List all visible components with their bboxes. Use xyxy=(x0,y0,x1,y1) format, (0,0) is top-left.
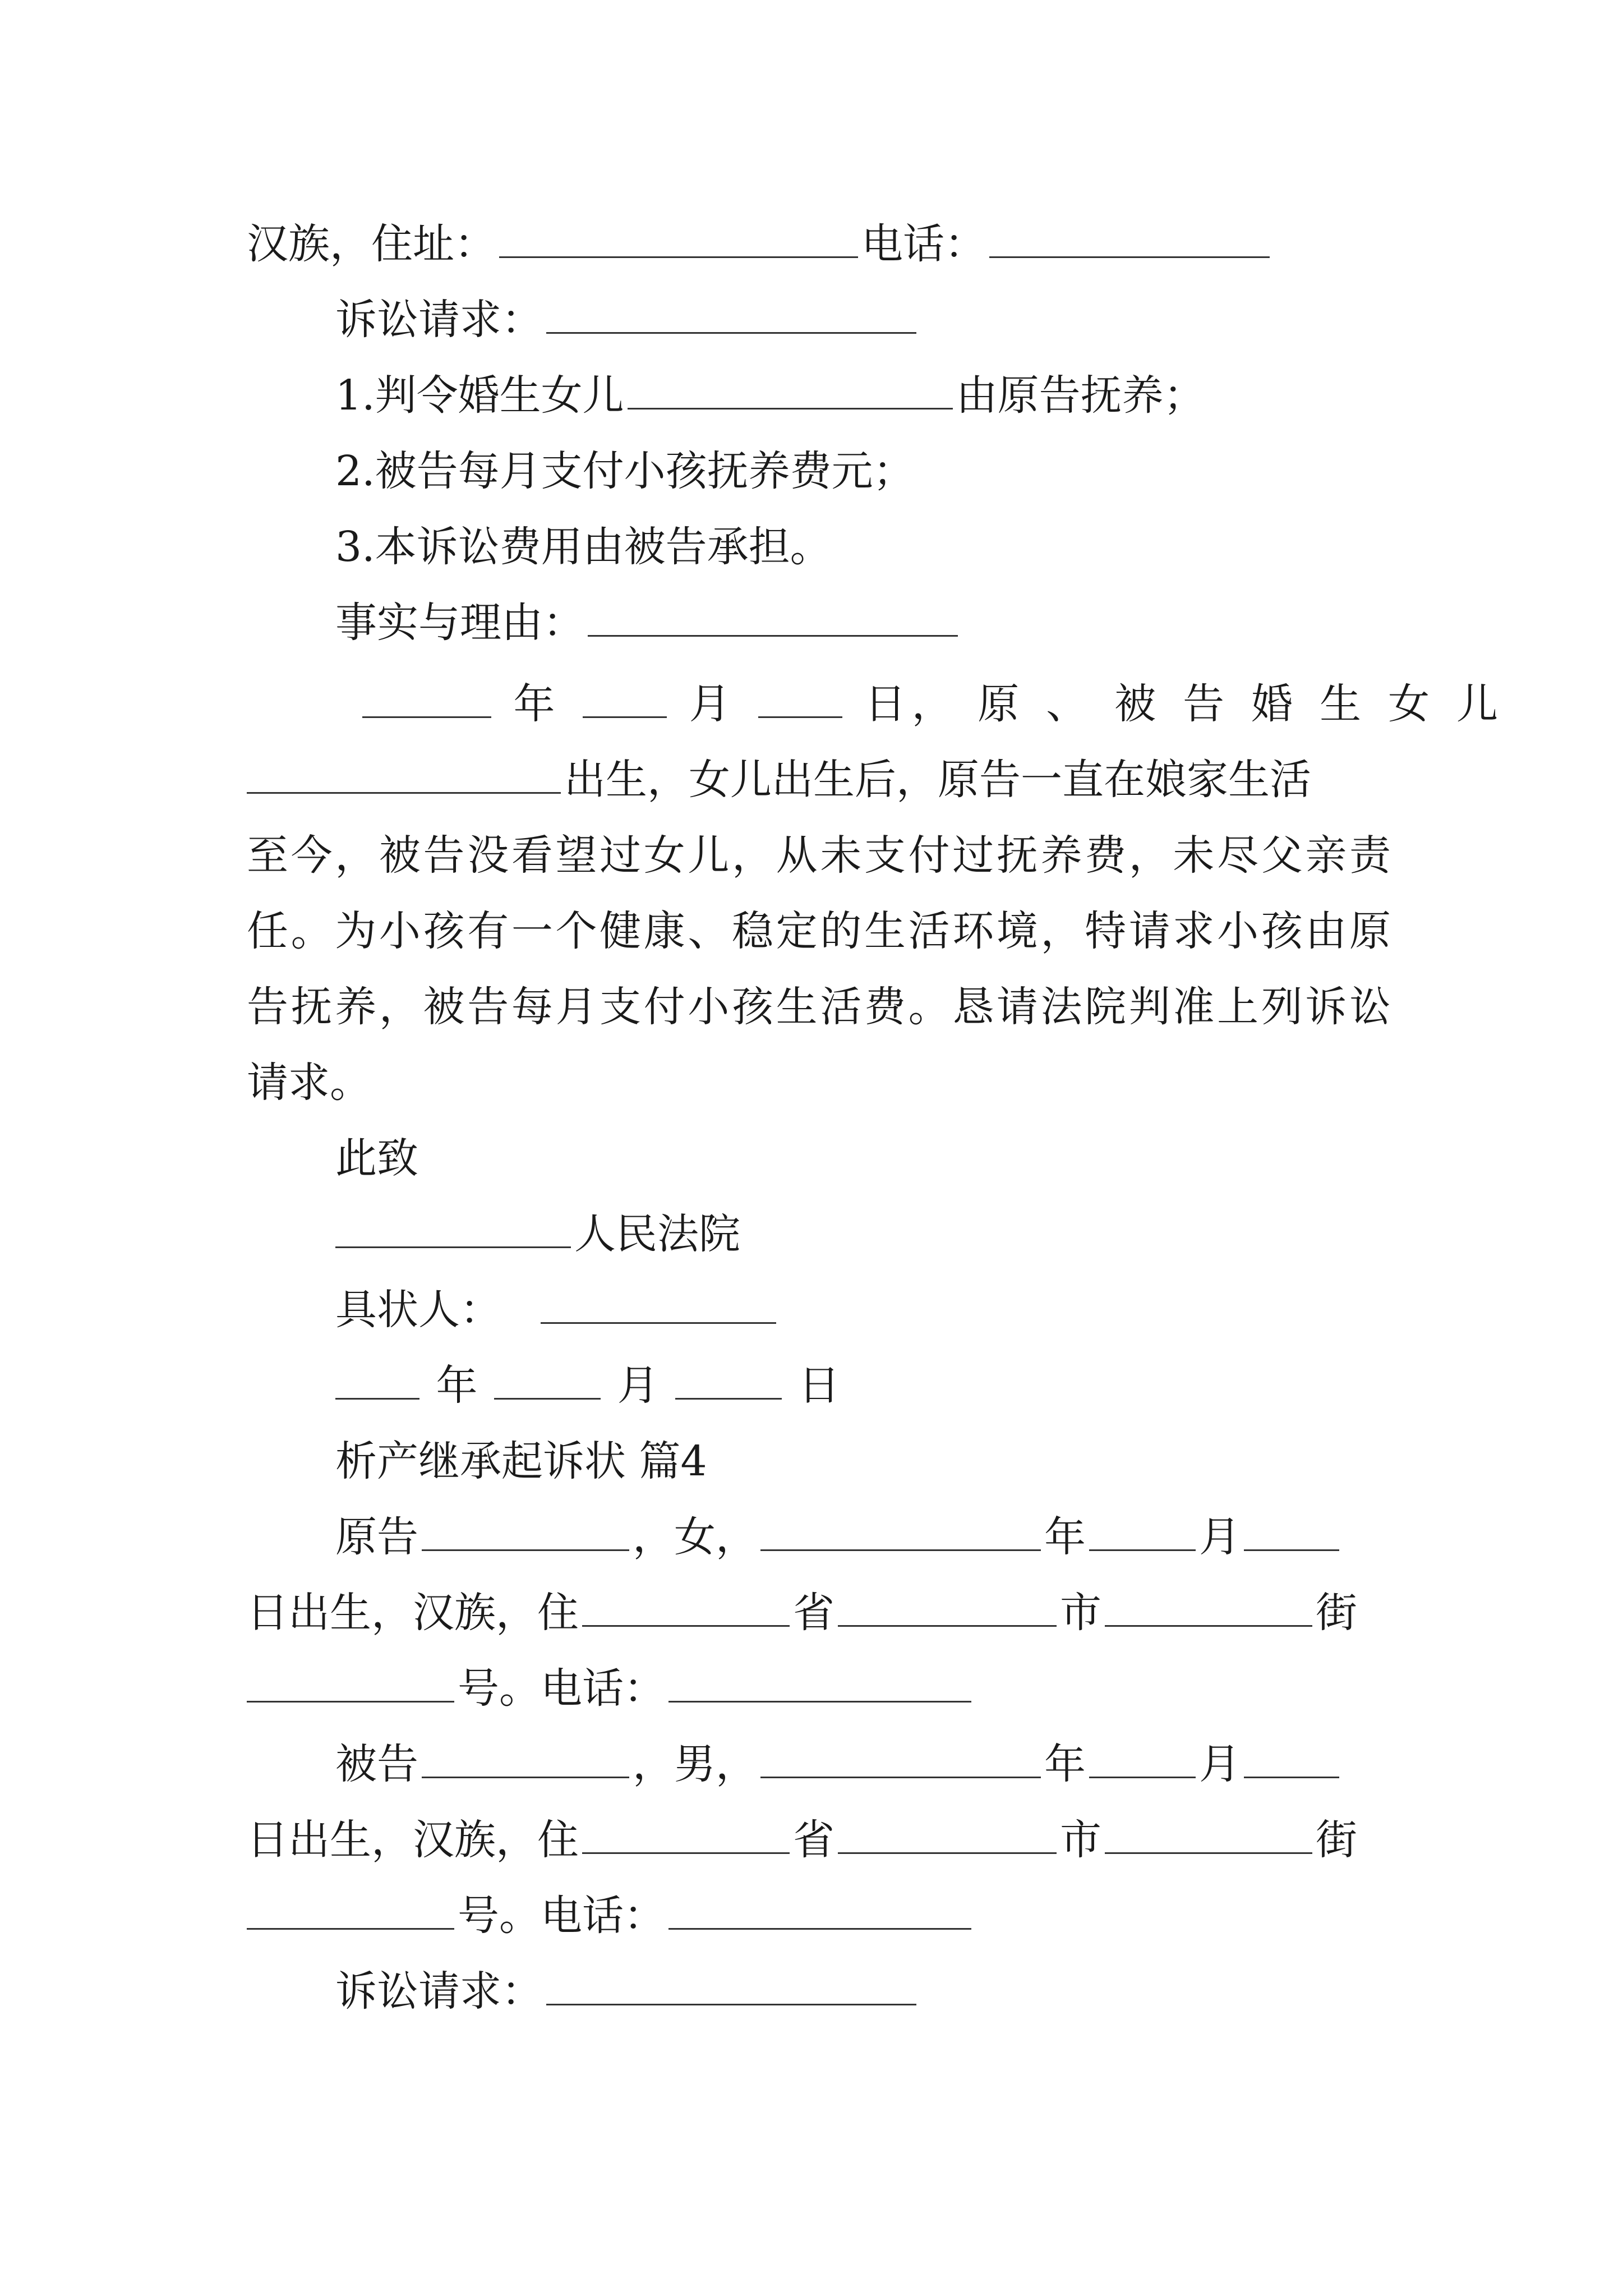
line-salutation: 此致 xyxy=(335,1134,418,1182)
blank-defendant-number xyxy=(247,1888,454,1930)
label-phone: 电话： xyxy=(861,220,986,268)
line-body-4: 告抚养，被告每月支付小孩生活费。恳请法院判准上列诉讼 xyxy=(247,983,1391,1031)
body-text-1: 出生，女儿出生后，原告一直在娘家生活 xyxy=(564,756,1311,804)
label-defendant-year: 年 xyxy=(1044,1740,1086,1788)
label-defendant: 被告 xyxy=(335,1740,418,1788)
blank-court-name xyxy=(335,1206,571,1248)
blank-birth-year xyxy=(362,676,491,718)
line-body-1 xyxy=(247,749,1391,811)
line-body-5: 请求。 xyxy=(247,1059,371,1107)
claim-1-text-a: 1.判令婚生女儿 xyxy=(335,371,624,420)
line-sign-date xyxy=(335,1355,1390,1416)
blank-sign-month xyxy=(494,1358,601,1400)
label-city: 市 xyxy=(1060,1589,1101,1637)
blank-defendant-phone xyxy=(668,1888,971,1930)
blank-plaintiff-province xyxy=(582,1585,790,1627)
blank-daughter-name xyxy=(628,367,953,409)
blank-plaintiff-day xyxy=(1244,1509,1339,1551)
line-claims-heading-2 xyxy=(335,1961,1390,2022)
line-plaintiff-address xyxy=(247,1582,1391,1644)
blank-plaintiff-name xyxy=(422,1509,629,1551)
label-day: 日， xyxy=(864,680,959,728)
label-petitioner: 具状人： xyxy=(335,1286,501,1334)
label-plaintiff-phone: 号。电话： xyxy=(458,1664,665,1713)
section-title: 析产继承起诉状 篇4 xyxy=(335,1437,707,1485)
label-plaintiff-born: 日出生，汉族，住 xyxy=(247,1589,579,1637)
line-defendant xyxy=(335,1733,1390,1795)
label-male: ，男， xyxy=(633,1740,757,1788)
blank-daughter-name-2 xyxy=(247,752,561,794)
label-defendant-province: 省 xyxy=(793,1816,834,1864)
blank-address xyxy=(499,216,858,258)
blank-defendant-year xyxy=(760,1736,1041,1778)
claim-3-text: 3.本诉讼费用由被告承担。 xyxy=(335,523,832,571)
blank-defendant-name xyxy=(422,1736,629,1778)
line-plaintiff xyxy=(335,1506,1390,1568)
label-female: ，女， xyxy=(633,1513,757,1561)
blank-claims xyxy=(546,292,916,334)
label-sign-day: 日 xyxy=(798,1361,840,1410)
label-claims-2: 诉讼请求： xyxy=(335,1967,543,2016)
line-claim-3 xyxy=(335,516,1390,578)
line-court xyxy=(335,1203,1390,1265)
line-body-3: 任。为小孩有一个健康、稳定的生活环境，特请求小孩由原 xyxy=(247,907,1391,955)
line-claim-2 xyxy=(335,440,1390,502)
blank-plaintiff-number xyxy=(247,1660,454,1703)
line-petitioner xyxy=(335,1279,1390,1341)
label-defendant-month: 月 xyxy=(1199,1740,1241,1788)
blank-petitioner xyxy=(541,1282,776,1324)
blank-sign-day xyxy=(675,1358,782,1400)
label-month: 月 xyxy=(689,680,736,728)
blank-plaintiff-year xyxy=(760,1509,1041,1551)
label-plaintiff-month: 月 xyxy=(1199,1513,1241,1561)
claim-1-text-b: 由原告抚养； xyxy=(956,371,1205,420)
line-facts-heading xyxy=(335,592,1390,654)
blank-defendant-province xyxy=(582,1812,790,1854)
blank-sign-year xyxy=(335,1358,419,1400)
label-street: 街 xyxy=(1316,1589,1357,1637)
line-address-phone xyxy=(247,213,1391,275)
claim-2-text: 2.被告每月支付小孩抚养费元； xyxy=(335,447,915,495)
line-claim-1 xyxy=(335,365,1390,426)
label-defendant-phone: 号。电话： xyxy=(458,1892,665,1940)
line-birth-date xyxy=(359,673,1525,735)
blank-defendant-month xyxy=(1089,1736,1196,1778)
label-plaintiff-year: 年 xyxy=(1044,1513,1086,1561)
line-defendant-address xyxy=(247,1809,1391,1871)
birth-sentence: 原、被告婚生女儿 xyxy=(978,680,1525,728)
line-claims-heading xyxy=(335,289,1390,351)
blank-plaintiff-city xyxy=(838,1585,1057,1627)
blank-birth-day xyxy=(758,676,842,718)
label-sign-month: 月 xyxy=(617,1361,659,1410)
label-peoples-court: 人民法院 xyxy=(574,1210,740,1258)
line-body-2: 至今，被告没看望过女儿，从未支付过抚养费，未尽父亲责 xyxy=(247,831,1391,880)
blank-defendant-city xyxy=(838,1812,1057,1854)
blank-defendant-street xyxy=(1105,1812,1312,1854)
blank-defendant-day xyxy=(1244,1736,1339,1778)
blank-birth-month xyxy=(583,676,667,718)
label-facts-reasons: 事实与理由： xyxy=(335,599,584,647)
blank-claims-2 xyxy=(546,1963,916,2005)
label-year: 年 xyxy=(513,680,561,728)
line-defendant-phone xyxy=(247,1885,1391,1947)
label-defendant-born: 日出生，汉族，住 xyxy=(247,1816,579,1864)
label-sign-year: 年 xyxy=(436,1361,478,1410)
label-defendant-street: 街 xyxy=(1316,1816,1357,1864)
line-plaintiff-phone xyxy=(247,1658,1391,1719)
blank-facts xyxy=(588,595,958,637)
blank-phone xyxy=(989,216,1270,258)
label-defendant-city: 市 xyxy=(1060,1816,1101,1864)
label-claims: 诉讼请求： xyxy=(335,296,543,344)
label-plaintiff: 原告 xyxy=(335,1513,418,1561)
blank-plaintiff-month xyxy=(1089,1509,1196,1551)
label-ethnicity-address: 汉族，住址： xyxy=(247,220,496,268)
blank-plaintiff-phone xyxy=(668,1660,971,1703)
label-province: 省 xyxy=(793,1589,834,1637)
blank-plaintiff-street xyxy=(1105,1585,1312,1627)
